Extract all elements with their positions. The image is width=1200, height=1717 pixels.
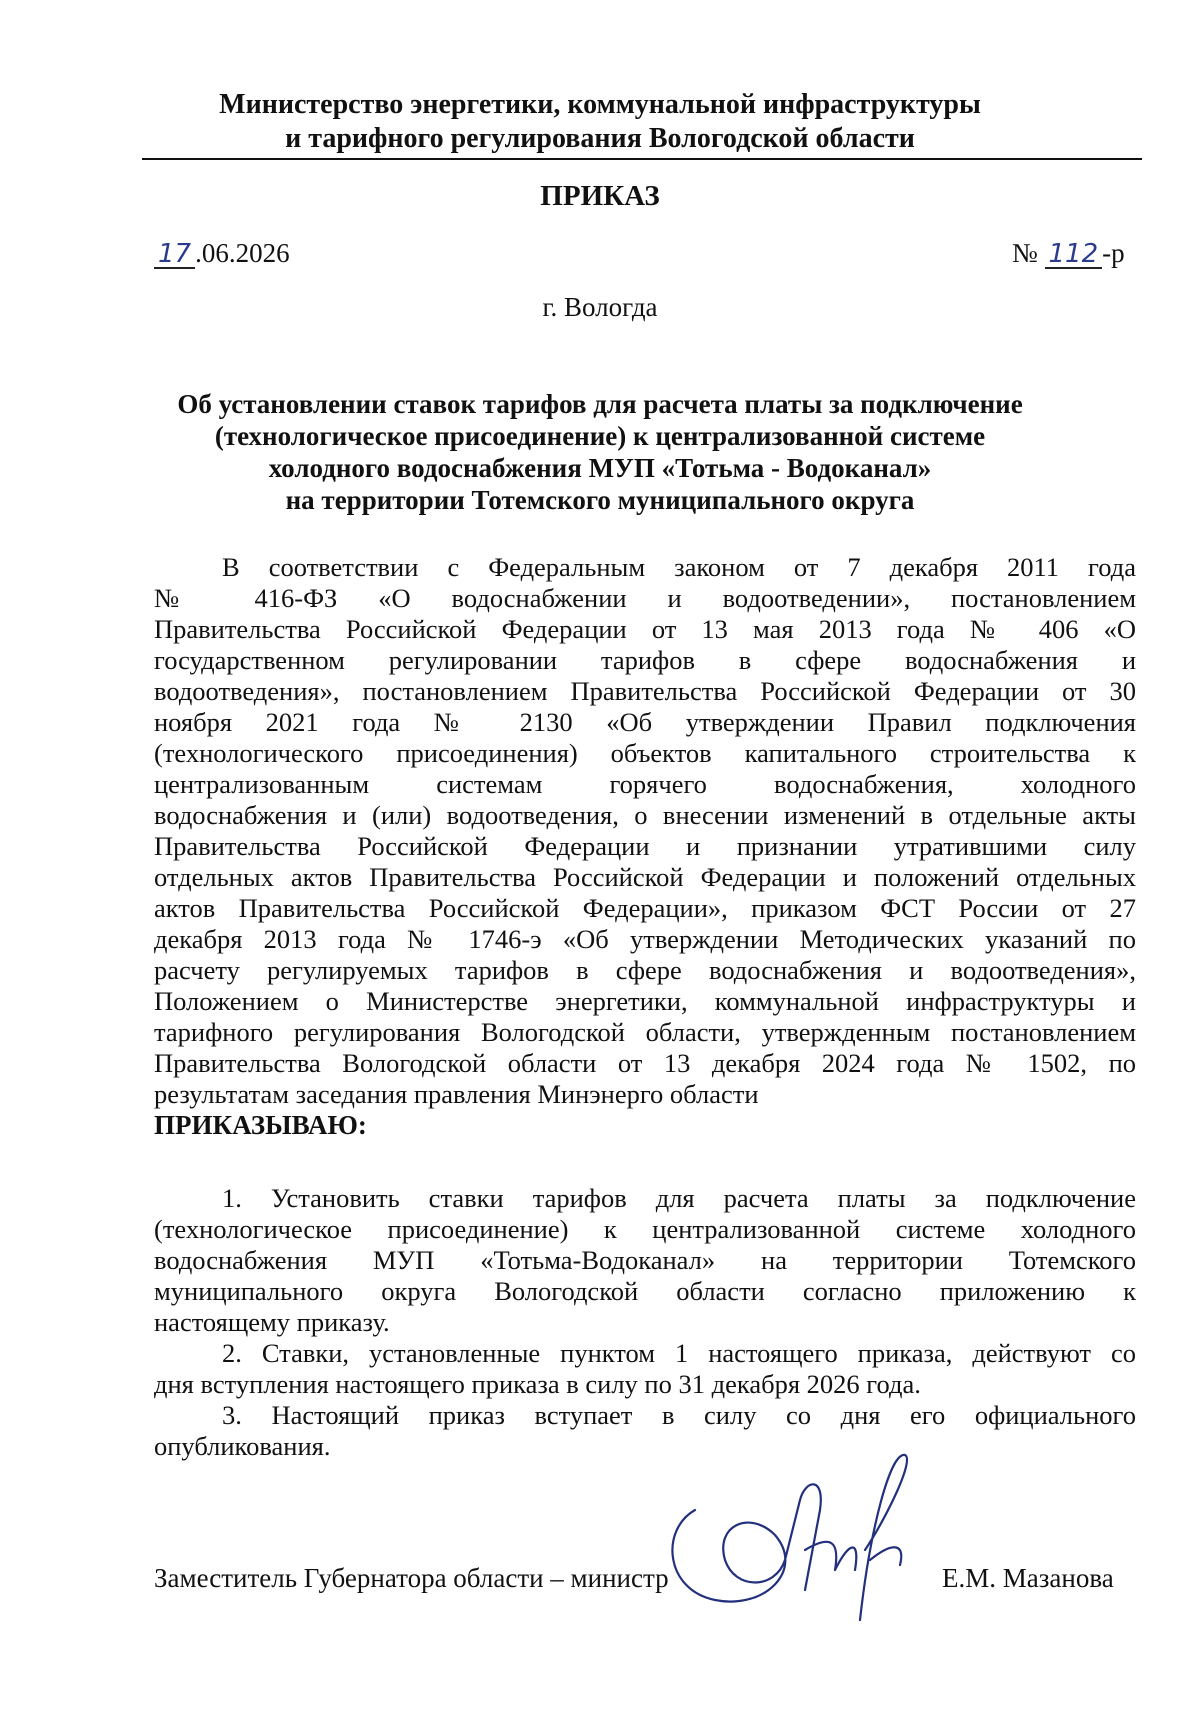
heading-line: холодного водоснабжения МУП «Тотьма - Водоканал» bbox=[268, 453, 932, 483]
date-rest: .06.2026 bbox=[195, 238, 290, 268]
preamble-line: актов Правительства Российской Федерации», приказом ФСТ России от 27 bbox=[154, 893, 1136, 923]
ministry-name-line1: Министерство энергетики, коммунальной инфраструктуры bbox=[219, 89, 981, 120]
preamble-line: Положением о Министерстве энергетики, коммунальной инфраструктуры и bbox=[154, 986, 1136, 1016]
item-line: муниципального округа Вологодской области согласно приложению к bbox=[154, 1276, 1136, 1306]
header-divider bbox=[142, 158, 1142, 160]
document-number bbox=[1012, 238, 1125, 269]
preamble-line: Правительства Российской Федерации от 13 мая 2013 года № 406 «О bbox=[154, 614, 1136, 644]
item-line: настоящему приказу. bbox=[154, 1307, 390, 1337]
preamble-line: В соответствии с Федеральным законом от 7 декабря 2011 года bbox=[222, 552, 1136, 582]
order-heading bbox=[150, 388, 1050, 516]
preamble-line: (технологического присоединения) объектов капитального строительства к bbox=[154, 738, 1136, 768]
number-prefix: № bbox=[1012, 238, 1038, 268]
item-line: 3. Настоящий приказ вступает в силу со дня его официального bbox=[222, 1400, 1136, 1430]
preamble-line: ноября 2021 года № 2130 «Об утверждении Правил подключения bbox=[154, 707, 1136, 737]
number-handwritten: 112 bbox=[1045, 241, 1103, 269]
preamble-line: результатам заседания правления Минэнерго области bbox=[154, 1079, 759, 1109]
order-word: ПРИКАЗЫВАЮ: bbox=[154, 1110, 367, 1140]
item-line: водоснабжения МУП «Тотьма-Водоканал» на территории Тотемского bbox=[154, 1245, 1136, 1275]
item-line: 2. Ставки, установленные пунктом 1 настоящего приказа, действуют со bbox=[222, 1338, 1136, 1368]
preamble-line: водоотведения», постановлением Правительства Российской Федерации от 30 bbox=[154, 676, 1136, 706]
city: г. Вологда bbox=[542, 292, 658, 322]
preamble-line: водоснабжения и (или) водоотведения, о внесении изменений в отдельные акты bbox=[154, 800, 1136, 830]
signatory-position: Заместитель Губернатора области – министр bbox=[154, 1563, 669, 1593]
number-suffix: -р bbox=[1102, 238, 1125, 268]
preamble-line: Правительства Российской Федерации и признании утратившими силу bbox=[154, 831, 1136, 861]
ministry-name-line2: и тарифного регулирования Вологодской области bbox=[285, 123, 915, 154]
preamble-line: расчету регулируемых тарифов в сфере водоснабжения и водоотведения», bbox=[154, 955, 1136, 985]
preamble-line: № 416-ФЗ «О водоснабжении и водоотведении», постановлением bbox=[154, 583, 1136, 613]
preamble-line: декабря 2013 года № 1746-э «Об утверждении Методических указаний по bbox=[154, 924, 1136, 954]
preamble-line: тарифного регулирования Вологодской области, утвержденным постановлением bbox=[154, 1017, 1136, 1047]
preamble-line: централизованным системам горячего водоснабжения, холодного bbox=[154, 769, 1136, 799]
heading-line: на территории Тотемского муниципального округа bbox=[285, 485, 915, 515]
item-line: опубликования. bbox=[154, 1431, 331, 1461]
preamble-line: отдельных актов Правительства Российской Федерации и положений отдельных bbox=[154, 862, 1136, 892]
heading-line: Об установлении ставок тарифов для расчета платы за подключение bbox=[177, 389, 1023, 419]
document-date bbox=[154, 238, 290, 269]
handwritten-signature bbox=[655, 1440, 955, 1640]
preamble-line: государственном регулировании тарифов в сфере водоснабжения и bbox=[154, 645, 1136, 675]
heading-line: (технологическое присоединение) к централизованной системе bbox=[214, 421, 986, 451]
signatory-name: Е.М. Мазанова bbox=[942, 1563, 1114, 1593]
document-type: ПРИКАЗ bbox=[540, 180, 660, 212]
item-line: дня вступления настоящего приказа в силу по 31 декабря 2026 года. bbox=[154, 1369, 921, 1399]
preamble-line: Правительства Вологодской области от 13 декабря 2024 года № 1502, по bbox=[154, 1048, 1136, 1078]
item-line: 1. Установить ставки тарифов для расчета платы за подключение bbox=[222, 1183, 1136, 1213]
date-day-handwritten: 17 bbox=[154, 241, 195, 269]
item-line: (технологическое присоединение) к централизованной системе холодного bbox=[154, 1214, 1136, 1244]
